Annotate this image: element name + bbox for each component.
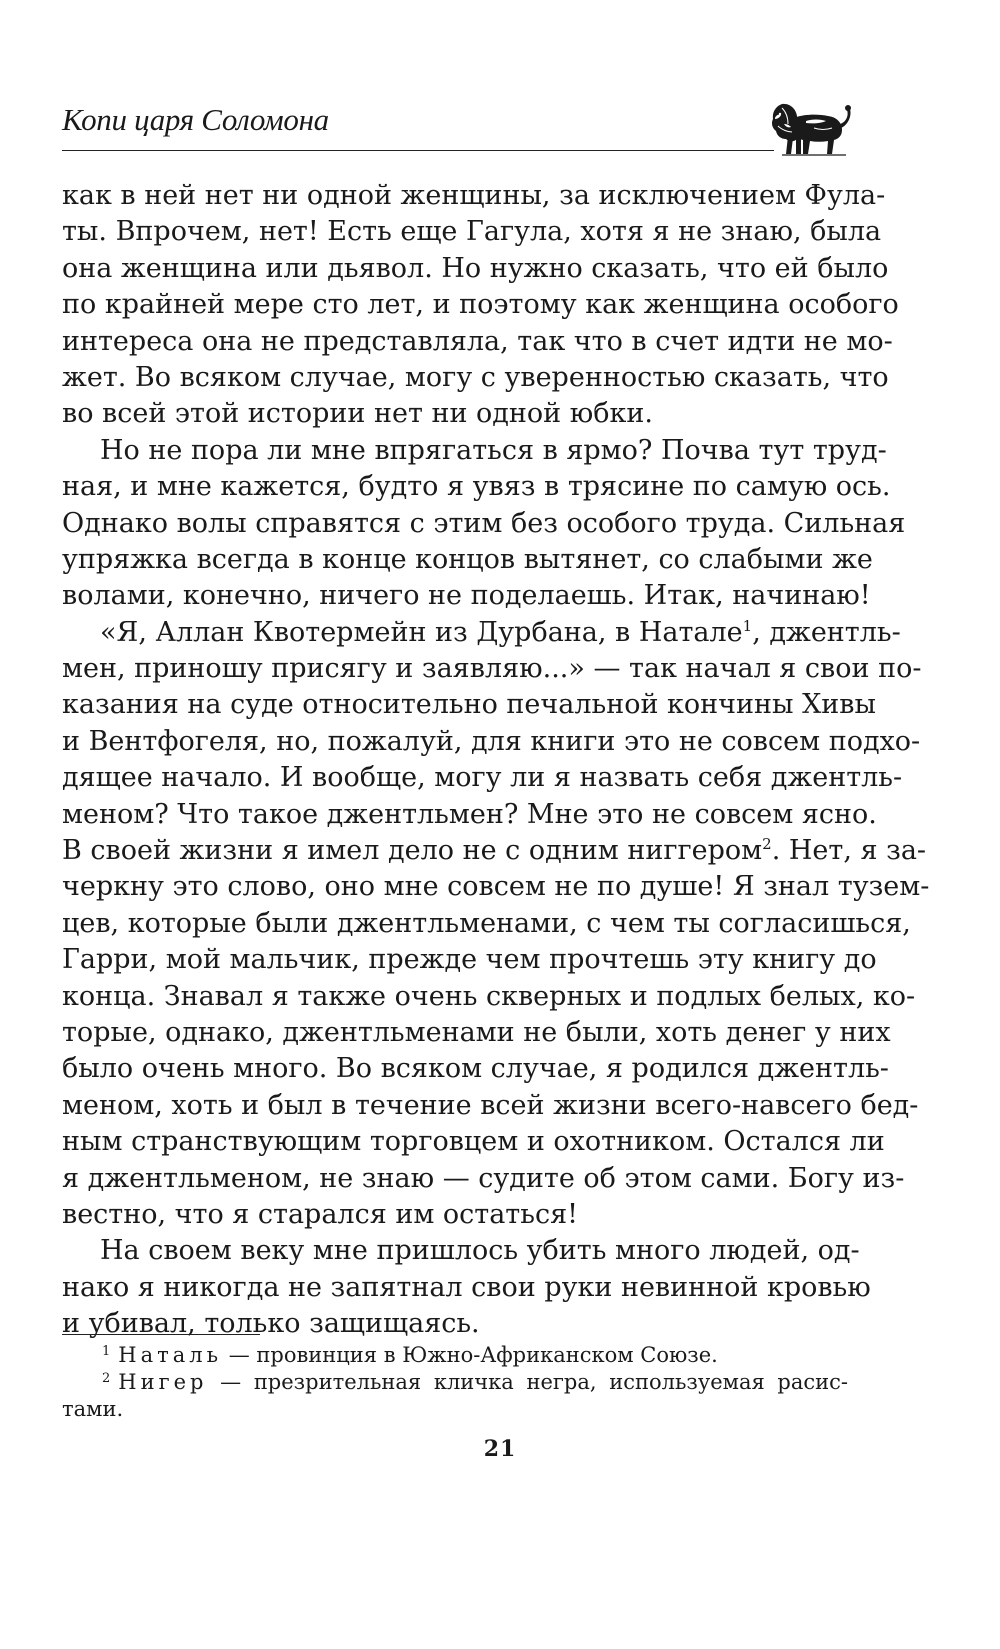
text-line: дящее начало. И вообще, могу ли я назвать себя джентль- <box>62 762 903 794</box>
text-line: ным странствующим торговцем и охотником. Остался ли <box>62 1126 885 1158</box>
text-line: и Вентфогеля, но, пожалуй, для книги это не совсем подхо- <box>62 725 921 757</box>
page-number: 21 <box>483 1436 517 1462</box>
footnote-2-continuation: тами. <box>62 1397 124 1421</box>
running-head <box>62 94 852 164</box>
text-line: нако я никогда не запятнал свои руки невинной кровью <box>62 1271 871 1303</box>
text-line: казания на суде относительно печальной кончины Хивы <box>62 689 876 721</box>
footnote-term: Нигер <box>118 1370 208 1394</box>
text-line: волами, конечно, ничего не поделаешь. Итак, начинаю! <box>62 580 871 612</box>
text-line: меном, хоть и был в течение всей жизни всего-навсего бед- <box>62 1089 919 1121</box>
text-line: я джентльменом, не знаю — судите об этом сами. Богу из- <box>62 1162 905 1194</box>
text-line: Но не пора ли мне впрягаться в ярмо? Почва тут труд- <box>100 434 887 466</box>
text-line: черкну это слово, оно мне совсем не по душе! Я знал тузем- <box>62 871 930 903</box>
text-line: было очень много. Во всяком случае, я родился джентль- <box>62 1053 889 1085</box>
text-line: интереса она не представляла, так что в счет идти не мо- <box>62 325 893 357</box>
text-line: торые, однако, джентльменами не были, хоть денег у них <box>62 1016 891 1048</box>
text-line: во всей этой истории нет ни одной юбки. <box>62 398 653 430</box>
text-line: вестно, что я старался им остаться! <box>62 1198 578 1230</box>
footnote-rule <box>62 1334 260 1335</box>
text-line: конца. Знавал я также очень скверных и подлых белых, ко- <box>62 980 916 1012</box>
text-line: ты. Впрочем, нет! Есть еще Гагула, хотя я не знаю, была <box>62 216 882 248</box>
body-text <box>62 178 930 1343</box>
paragraph-1 <box>62 178 899 433</box>
text-line: Однако волы справятся с этим без особого труда. Сильная <box>62 507 906 539</box>
footnotes <box>62 1342 848 1423</box>
footnote-reference[interactable]: 2 <box>762 835 772 854</box>
header-rule <box>62 150 774 151</box>
paragraph-4 <box>62 1233 871 1342</box>
footnote-number: 2 <box>102 1371 111 1386</box>
footnote-text: — презрительная кличка негра, используемая расис- <box>207 1370 848 1394</box>
text-line: как в ней нет ни одной женщины, за исключением Фула- <box>62 180 886 211</box>
text-line: цев, которые были джентльменами, с чем ты согласишься, <box>62 907 911 939</box>
text-line: В своей жизни я имел дело не с одним ниггером$^2$. Нет, я за- <box>62 835 927 867</box>
text-line: по крайней мере сто лет, и поэтому как женщина особого <box>62 289 899 321</box>
text-line: жет. Во всяком случае, могу с уверенностью сказать, что <box>62 361 889 393</box>
lion-icon <box>766 94 852 160</box>
text-line: и убивал, только защищаясь. <box>62 1308 480 1340</box>
paragraph-2 <box>62 433 906 615</box>
footnote-term: Наталь <box>118 1343 223 1367</box>
text-line: мен, приношу присягу и заявляю...» — так начал я свои по- <box>62 653 922 685</box>
text-line: Гарри, мой мальчик, прежде чем прочтешь эту книгу до <box>62 944 877 976</box>
text-line: упряжка всегда в конце концов вытянет, со слабыми же <box>62 543 873 575</box>
footnote-2 <box>62 1369 848 1396</box>
footnote-number: 1 <box>102 1344 111 1359</box>
footnote-1 <box>62 1342 848 1369</box>
footnote-reference[interactable]: 1 <box>742 616 753 635</box>
footnote-text: — провинция в Южно-Африканском Союзе. <box>222 1343 718 1367</box>
text-line: ная, и мне кажется, будто я увяз в трясине по самую ось. <box>62 471 891 503</box>
running-title: Копи царя Соломона <box>62 102 329 137</box>
text-line: «Я, Аллан Квотермейн из Дурбана, в Натале$^1$, джентль- <box>100 616 901 648</box>
paragraph-3 <box>62 615 930 1234</box>
text-line: На своем веку мне пришлось убить много людей, од- <box>100 1235 860 1267</box>
text-line: она женщина или дьявол. Но нужно сказать, что ей было <box>62 252 889 284</box>
text-line: меном? Что такое джентльмен? Мне это не совсем ясно. <box>62 798 877 830</box>
